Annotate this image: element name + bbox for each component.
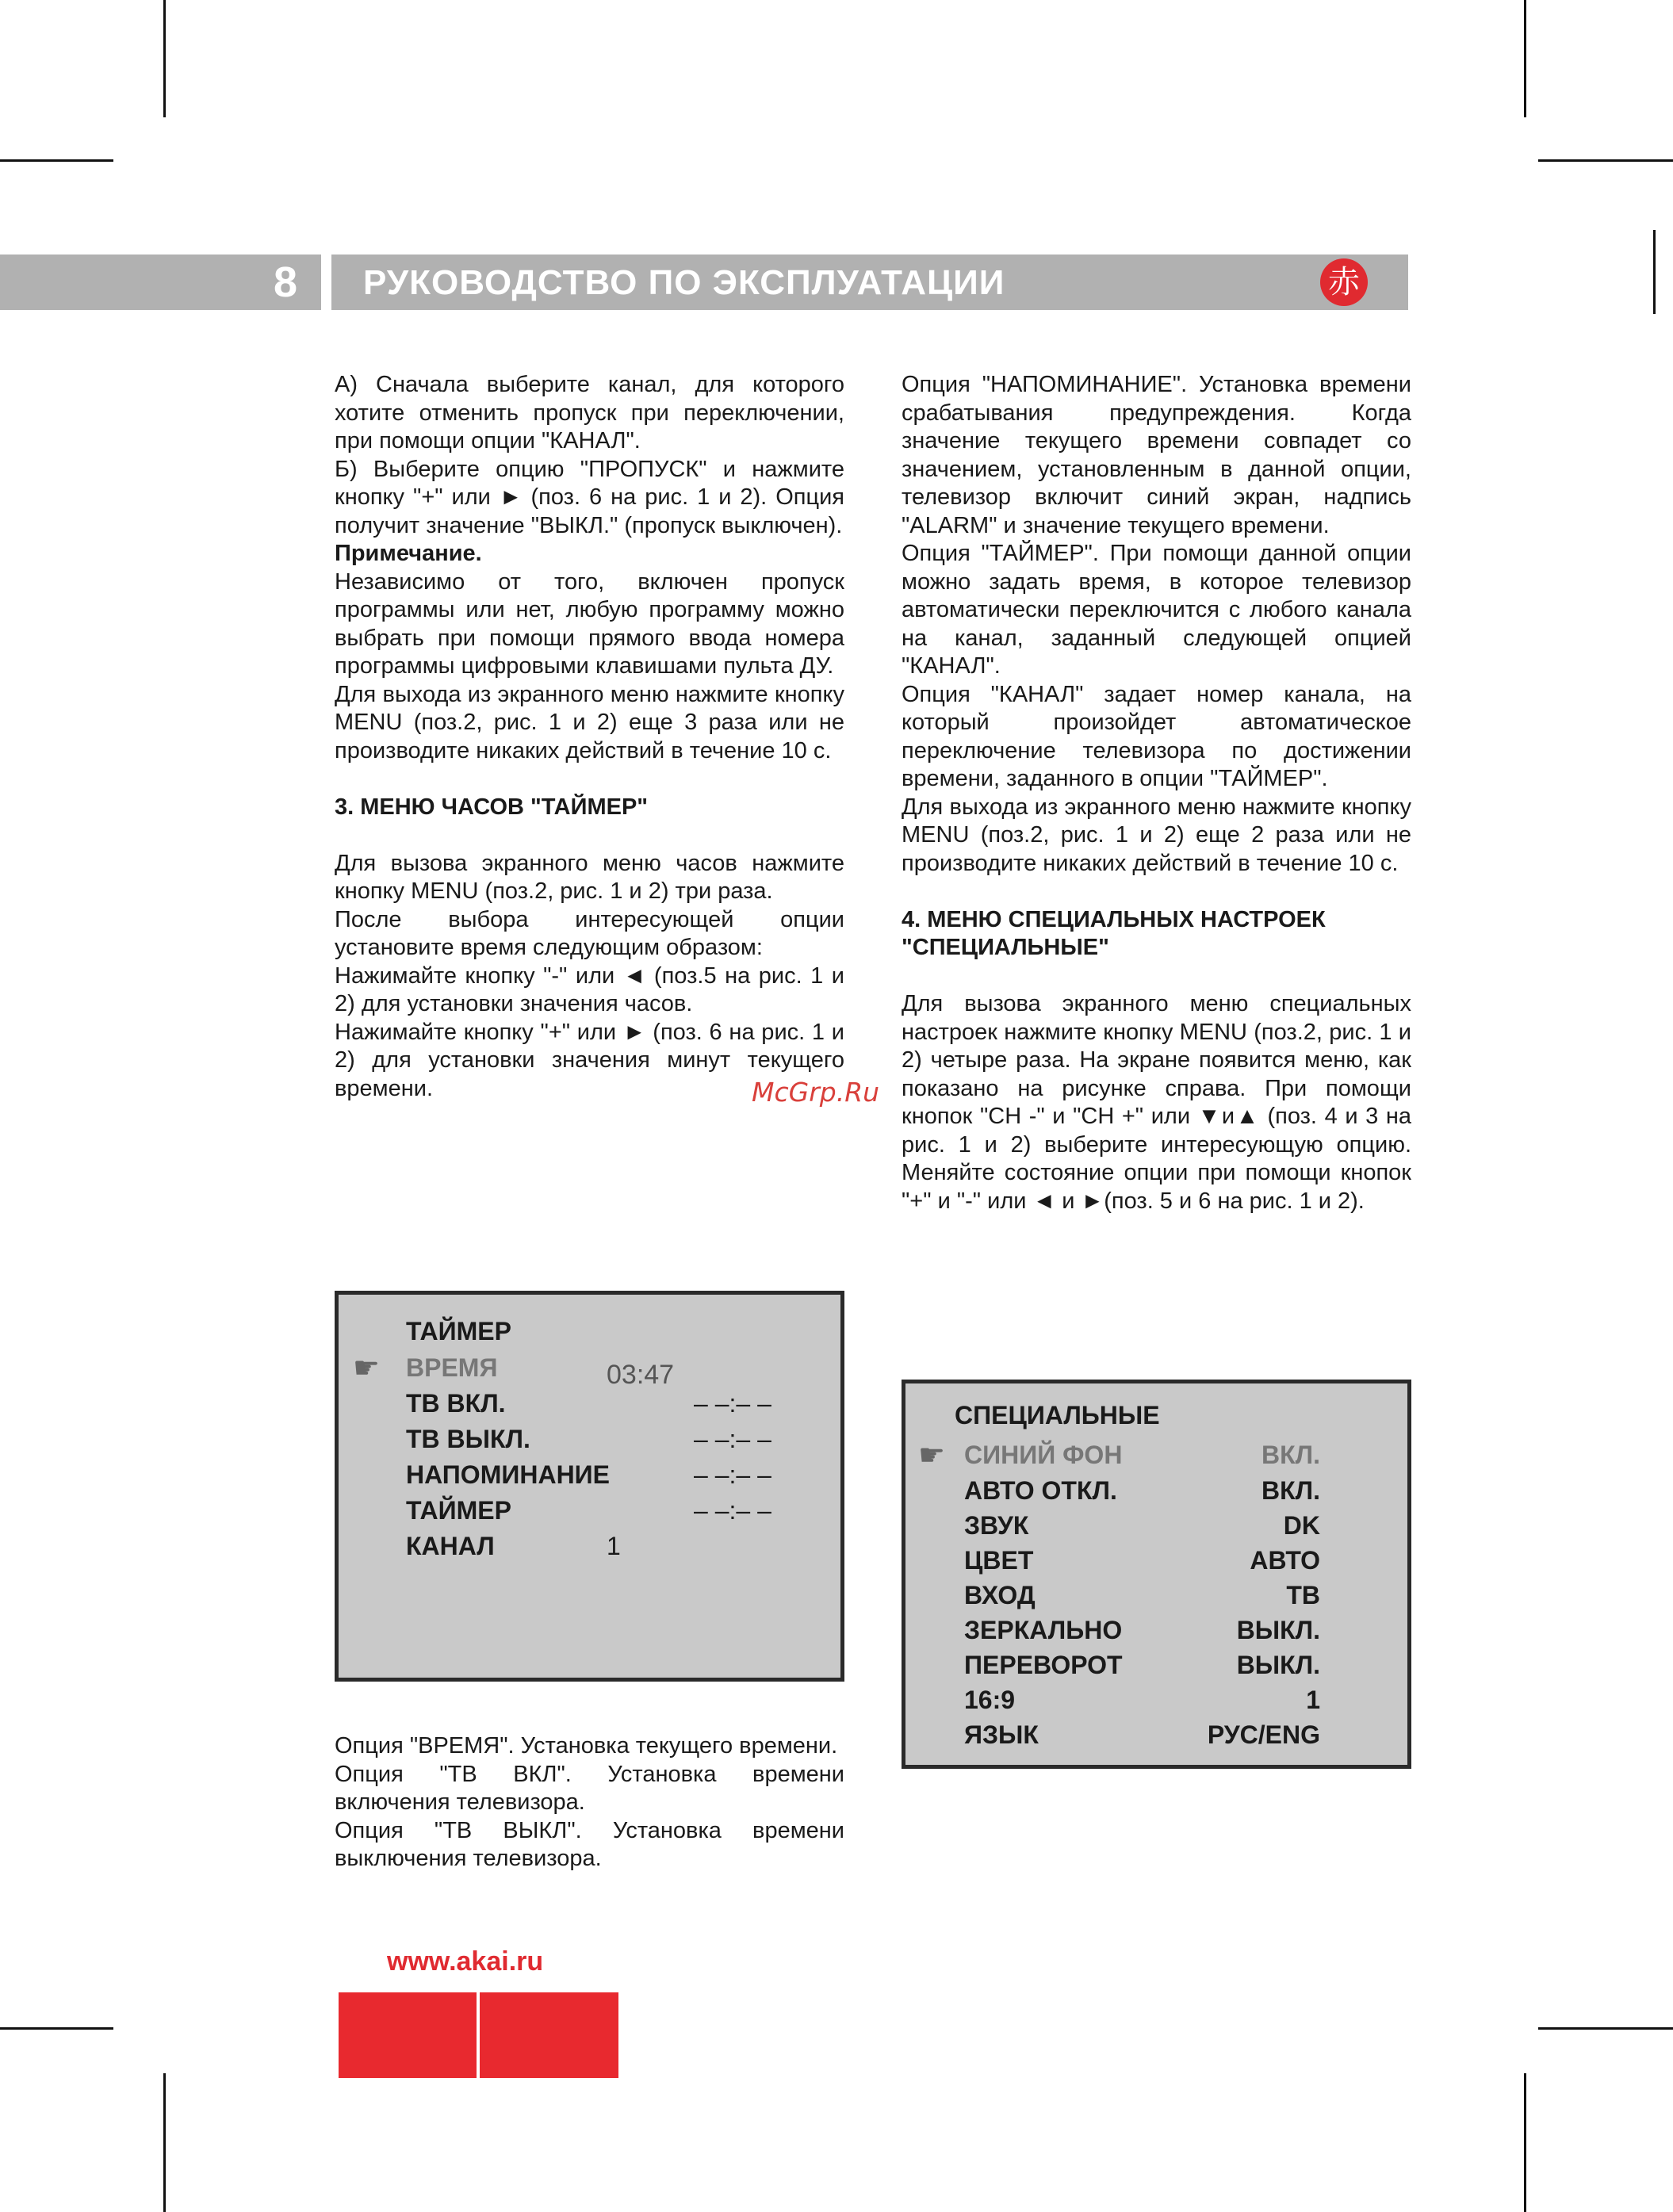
paragraph: Для вызова экранного меню часов нажмите кнопку MENU (поз.2, рис. 1 и 2) три раза.	[335, 850, 844, 904]
pointing-hand-icon: ☛	[918, 1437, 946, 1472]
page-title: РУКОВОДСТВО ПО ЭКСПЛУАТАЦИИ	[363, 263, 1005, 302]
menu-row	[339, 1496, 840, 1532]
page-number: 8	[273, 258, 298, 306]
right-column	[902, 371, 1411, 1215]
menu-row-value: ТВ	[1286, 1581, 1320, 1609]
watermark: McGrp.Ru	[752, 1077, 880, 1108]
menu-row-label: ЦВЕТ	[964, 1546, 1034, 1575]
paragraph: Опция "НАПОМИНАНИЕ". Установка времени срабатывания предупреждения. Когда значение текущего времени совпадет со значением, установленным в данной опции, телевизор включит синий экран, надпись "ALARM" и значение текущего времени.	[902, 372, 1411, 538]
menu-row-label: НАПОМИНАНИЕ	[406, 1460, 611, 1489]
menu-row-value: – –:– –	[694, 1496, 771, 1525]
footer-block-left	[339, 1992, 477, 2078]
menu-row	[905, 1511, 1407, 1547]
menu-row	[905, 1686, 1407, 1721]
menu-row-value: ВЫКЛ.	[1236, 1616, 1320, 1644]
menu-row-label: ЗВУК	[964, 1511, 1029, 1540]
menu-row-value: ВКЛ.	[1261, 1441, 1320, 1469]
menu-row-selected	[339, 1350, 840, 1390]
paragraph: Независимо от того, включен пропуск программы или нет, любую программу можно выбрать при помощи прямого ввода номера программы цифровыми клавишами пульта ДУ.	[335, 568, 844, 679]
menu-row-value: РУС/ENG	[1207, 1720, 1320, 1749]
menu-row-label: ТВ ВЫКЛ.	[406, 1425, 530, 1453]
crop-mark	[0, 2027, 113, 2030]
paragraph: Опция "ВРЕМЯ". Установка текущего времени.	[335, 1733, 838, 1759]
left-column	[335, 371, 844, 1103]
menu-row-label: ЗЕРКАЛЬНО	[964, 1616, 1123, 1644]
menu-row-value: 1	[1306, 1686, 1320, 1714]
crop-mark	[1524, 0, 1526, 117]
menu-row-value: DK	[1283, 1511, 1320, 1540]
crop-mark	[1524, 2073, 1526, 2212]
crop-mark	[1538, 2027, 1673, 2030]
menu-row	[905, 1581, 1407, 1617]
paragraph: После выбора интересующей опции установите время следующим образом:	[335, 906, 844, 960]
menu-row-value: ВКЛ.	[1261, 1476, 1320, 1505]
menu-row-value: – –:– –	[694, 1460, 771, 1489]
menu-row-label: КАНАЛ	[406, 1532, 495, 1560]
paragraph: Для выхода из экранного меню нажмите кнопку MENU (поз.2, рис. 1 и 2) еще 3 раза или не производите никаких действий в течение 10 с.	[335, 681, 844, 763]
section-heading: 3. МЕНЮ ЧАСОВ "ТАЙМЕР"	[335, 794, 649, 820]
paragraph: Опция "ТВ ВЫКЛ". Установка времени выключения телевизора.	[335, 1817, 844, 1871]
menu-row	[905, 1476, 1407, 1512]
menu-row-value: 03:47	[607, 1360, 675, 1390]
section-heading: 4. МЕНЮ СПЕЦИАЛЬНЫХ НАСТРОЕК "СПЕЦИАЛЬНЫЕ"	[902, 906, 1326, 960]
menu-row-label: ВРЕМЯ	[406, 1353, 498, 1382]
menu-row	[339, 1425, 840, 1460]
menu-row-label: ЯЗЫК	[964, 1720, 1039, 1749]
menu-row	[905, 1616, 1407, 1651]
menu-row-label: ПЕРЕВОРОТ	[964, 1651, 1123, 1679]
menu-row-label: АВТО ОТКЛ.	[964, 1476, 1117, 1505]
crop-mark	[163, 0, 166, 117]
menu-row	[905, 1546, 1407, 1582]
menu-row-label: СИНИЙ ФОН	[964, 1441, 1123, 1469]
menu-row-value: 1	[607, 1532, 621, 1560]
paragraph: Б) Выберите опцию "ПРОПУСК" и нажмите кнопку "+" или ► (поз. 6 на рис. 1 и 2). Опция получит значение "ВЫКЛ." (пропуск выключен).	[335, 456, 844, 538]
menu-row-label: ТАЙМЕР	[406, 1496, 511, 1525]
crop-mark	[0, 159, 113, 162]
special-menu-screen	[902, 1380, 1411, 1769]
menu-row-selected	[905, 1437, 1407, 1476]
crop-mark	[163, 2073, 166, 2212]
menu-row	[339, 1460, 840, 1496]
timer-menu-screen	[335, 1291, 844, 1682]
left-column-bottom	[335, 1732, 844, 1873]
menu-row-value: – –:– –	[694, 1389, 771, 1418]
menu-row	[339, 1389, 840, 1425]
menu-row	[339, 1532, 840, 1567]
menu-title: ТАЙМЕР	[406, 1317, 511, 1345]
paragraph: Опция "КАНАЛ" задает номер канала, на который произойдет автоматическое переключение телевизора по достижении времени, заданного в опции "ТАЙМЕР".	[902, 681, 1411, 791]
menu-row-label: ТВ ВКЛ.	[406, 1389, 506, 1418]
footer-block-right	[480, 1992, 618, 2078]
brand-logo-icon: 赤	[1320, 258, 1368, 306]
note-heading: Примечание.	[335, 541, 482, 566]
menu-title: СПЕЦИАЛЬНЫЕ	[955, 1401, 1160, 1429]
menu-row	[905, 1651, 1407, 1686]
menu-row-label: ВХОД	[964, 1581, 1036, 1609]
paragraph: Для выхода из экранного меню нажмите кнопку MENU (поз.2, рис. 1 и 2) еще 2 раза или не производите никаких действий в течение 10 с.	[902, 794, 1411, 876]
paragraph: А) Сначала выберите канал, для которого хотите отменить пропуск при переключении, при помощи опции "КАНАЛ".	[335, 372, 844, 453]
website-link[interactable]: www.akai.ru	[387, 1946, 544, 1977]
menu-row-value: ВЫКЛ.	[1236, 1651, 1320, 1679]
paragraph: Для вызова экранного меню специальных настроек нажмите кнопку MENU (поз.2, рис. 1 и 2) четыре раза. На экране появится меню, как показано на рисунке справа. При помощи кнопок "CH -" и "CH +" или ▼и▲ (поз. 4 и 3 на рис. 1 и 2) выберите интересующую опцию. Меняйте состояние опции при помощи кнопок "+" и "-" или ◄ и ►(поз. 5 и 6 на рис. 1 и 2).	[902, 991, 1411, 1214]
paragraph: Нажимайте кнопку "-" или ◄ (поз.5 на рис. 1 и 2) для установки значения часов.	[335, 962, 844, 1016]
paragraph: Опция "ТАЙМЕР". При помощи данной опции можно задать время, в которое телевизор автоматически переключится с любого канала на канал, заданный следующей опцией "КАНАЛ".	[902, 541, 1411, 679]
crop-mark	[1653, 230, 1656, 314]
crop-mark	[1538, 159, 1673, 162]
menu-row-value: – –:– –	[694, 1425, 771, 1453]
menu-row	[905, 1720, 1407, 1756]
menu-row-value: АВТО	[1250, 1546, 1320, 1575]
menu-row-label: 16:9	[964, 1686, 1016, 1714]
paragraph: Нажимайте кнопку "+" или ► (поз. 6 на рис. 1 и 2) для установки значения минут текущего времени.	[335, 1019, 844, 1101]
paragraph: Опция "ТВ ВКЛ". Установка времени включения телевизора.	[335, 1761, 844, 1815]
pointing-hand-icon: ☛	[353, 1350, 381, 1385]
